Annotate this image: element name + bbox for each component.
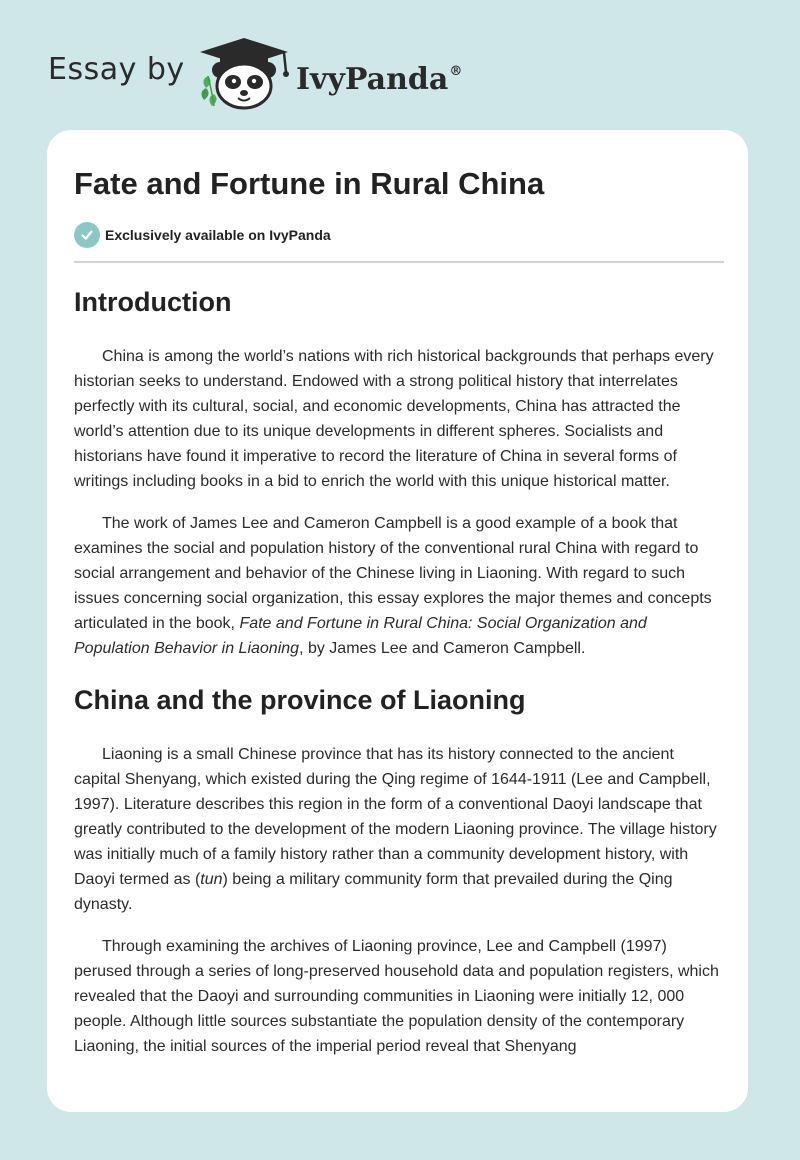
exclusive-label: Exclusively available on IvyPanda bbox=[105, 227, 331, 243]
brand-name-text: IvyPanda bbox=[296, 62, 449, 97]
page-title: Fate and Fortune in Rural China bbox=[74, 166, 545, 201]
section-heading: Introduction bbox=[74, 287, 232, 317]
panda-logo-icon[interactable] bbox=[198, 36, 292, 110]
exclusive-badge bbox=[74, 222, 331, 248]
paragraph-text: ) being a military community form that prevailed during the Qing dynasty. bbox=[74, 871, 673, 913]
site-header bbox=[0, 0, 800, 120]
paragraph: China is among the world’s nations with rich historical backgrounds that perhaps every historian seeks to understand. Endowed with a strong political history that interrelates perfectly with its cultural, social, and economic developments, China has attracted the world’s attention due to its unique developments in different spheres. Socialists and historians have found it imperative to record the literature of China in several forms of writings including books in a bid to enrich the world with this unique historical matter. bbox=[74, 348, 714, 490]
term-italic: tun bbox=[200, 871, 223, 888]
paragraph bbox=[74, 511, 724, 661]
section-heading: China and the province of Liaoning bbox=[74, 685, 526, 715]
registered-mark: ® bbox=[449, 64, 463, 79]
essay-body bbox=[74, 280, 724, 1076]
book-title-italic: Fate and Fortune in Rural China: Social Organization and Population Behavior in Liaoning bbox=[74, 615, 647, 657]
essay-card bbox=[47, 130, 748, 1112]
paragraph bbox=[74, 742, 724, 917]
paragraph: Through examining the archives of Liaoning province, Lee and Campbell (1997) perused through a series of long-preserved household data and population registers, which revealed that the Daoyi and surrounding communities in Liaoning were initially 12, 000 people. Although little sources substantiate the population density of the contemporary Liaoning, the initial sources of the imperial period reveal that Shenyang bbox=[74, 938, 719, 1055]
title-divider bbox=[74, 261, 724, 263]
check-icon bbox=[74, 222, 100, 248]
paragraph-text: The work of James Lee and Cameron Campbell is a good example of a book that examines the social and population history of the conventional rural China with regard to social arrangement and behavior of the Chinese living in Liaoning. With regard to such issues concerning social organization, this essay explores the major themes and concepts articulated in the book, bbox=[74, 515, 712, 632]
brand-name[interactable] bbox=[296, 54, 462, 98]
paragraph-text: Liaoning is a small Chinese province that has its history connected to the ancient capital Shenyang, which existed during the Qing regime of 1644-1911 (Lee and Campbell, 1997). Literature describes this region in the form of a conventional Daoyi landscape that greatly contributed to the development of the modern Liaoning province. The village history was initially much of a family history rather than a community development history, with Daoyi termed as ( bbox=[74, 746, 717, 888]
paragraph-text: , by James Lee and Cameron Campbell. bbox=[299, 640, 586, 657]
essay-by-label: Essay by bbox=[48, 52, 185, 87]
